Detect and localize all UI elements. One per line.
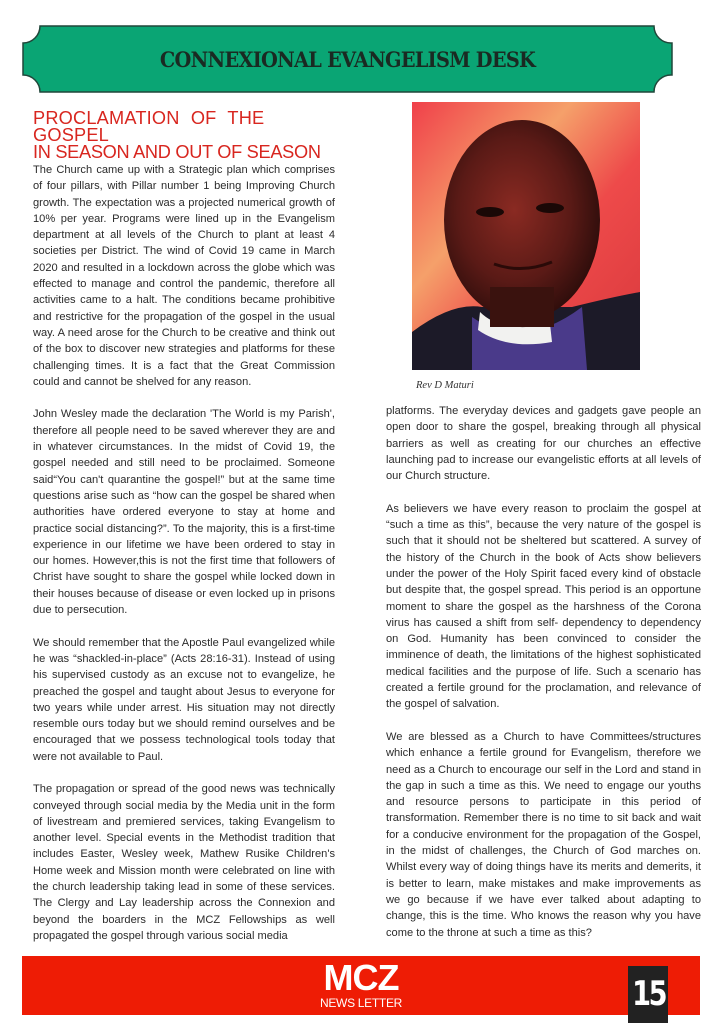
photo-caption: Rev D Maturi [416,380,474,391]
paragraph: We are blessed as a Church to have Committees/structures which enhance a fertile ground for Evangelism, therefore we need as a Church to encourage our self in the Lord and stand in the gap in such a time as this. We need to engage our youths and resource persons to participate in this period of transformation. Remember there is no time to sit back and wait for a conducive environment for the propagation of the Gospel, in the midst of challenges, the Church of God marches on. Whilst every way of doing things have its merits and demerits, it is better to learn, make mistakes and make improvements as we go because if we have ever talked about adapting to change, this is the time. Who knows the reason why you have come to the throne at such a time as this? [386,730,701,939]
portrait-photo [412,102,640,370]
page-number [628,966,668,1023]
paragraph: The Church came up with a Strategic plan which comprises of four pillars, with Pillar number 1 being Improving Church growth. The expectation was a projected numerical growth of 10% per year. Programs were lined up in the Evangelism department at all levels of the Church to plant at least 4 societies per District. The wind of Covid 19 came in March 2020 and resulted in a lockdown across the globe which was effected to manage and control the pandemic, therefore all activities came to a halt. The conditions became prohibitive and restrictive for the propagation of the gospel in the usual way. A need arose for the Church to be creative and think out of the box to discover new strategies and platforms for these challenging times. It is a fact that the Great Commission could and cannot be shelved for any reason. [33,164,335,388]
left-column [33,162,335,961]
section-banner [22,25,686,93]
brand-name: MCZ [323,957,399,998]
footer-bar [22,956,700,1015]
page-number-text: 15 [632,974,666,1014]
section-title: CONNEXIONAL EVANGELISM DESK [159,46,536,72]
paragraph: We should remember that the Apostle Paul evangelized while he was “shackled-in-place” (Acts 28:16-31). Instead of using his supervised custody as an excuse not to evangelize, he preached the gospel and taught about Jesus to everyone for two years while under arrest. His situation may not directly resemble ours today but we should remind ourselves and be encouraged that we possess technological tools today that were not available to Paul. [33,636,335,763]
right-column [386,403,701,957]
newsletter-logo [22,956,700,1015]
article-headline [33,110,343,161]
paragraph: As believers we have every reason to proclaim the gospel at “such a time as this”, because the very nature of the gospel is such that it should not be sheltered but scattered. A survey of the history of the Church in the book of Acts show believers under the power of the Holy Spirit faced every kind of obstacle but despite that, the gospel spread. This period is an opportune moment to share the gospel as the harshness of the Corona virus has caused a shift from self- dependency to dependency on God. Humanity has been convinced to consider the imminence of death, the limitations of the highest sophisticated medical facilities and the purpose of life. Such a scenario has created a fertile ground for the proclamation, and relevance of the gospel of salvation. [386,502,701,711]
paragraph: The propagation or spread of the good news was technically conveyed through social media by the Media unit in the form of livestream and premiered services, taking Evangelism to another level. Special events in the Methodist tradition that includes Easter, Wesley week, Mathew Rusike Children's Home week and Mission month were celebrated on line with the church leadership taking lead in some of these services. The Clergy and Lay leadership across the Connexion and beyond the boarders in the MCZ Fellowships as well propagated the gospel through various social media [33,783,335,942]
headline-line-2: IN SEASON AND OUT OF SEASON [33,142,321,162]
paragraph: platforms. The everyday devices and gadgets gave people an open door to share the gospel, breaking through all physical barriers as well as creating for our churches an effective launching pad to increase our evangelistic efforts at all levels of our Church structure. [386,405,701,483]
brand-subtitle: NEWS LETTER [319,996,403,1010]
headline-line-1: PROCLAMATION OF THE GOSPEL [33,108,265,145]
portrait-image [412,102,640,370]
paragraph: John Wesley made the declaration 'The World is my Parish', therefore all people need to be saved wherever they are and in whatever circumstances. In the midst of Covid 19, the gospel needed and still need to be proclaimed. Someone said“You can't quarantine the gospel!” but at the same time questions arise such as “how can the gospel be shared when authorities have ordered everyone to stay at home and practice social distancing?”. To the majority, this is a first-time experience in our lifetime we have been ordered to stay in our homes. However,this is not the first time that followers of Christ have sought to share the gospel while locked down in their houses because of disease or even locked up in prisons due to persecution. [33,408,335,617]
